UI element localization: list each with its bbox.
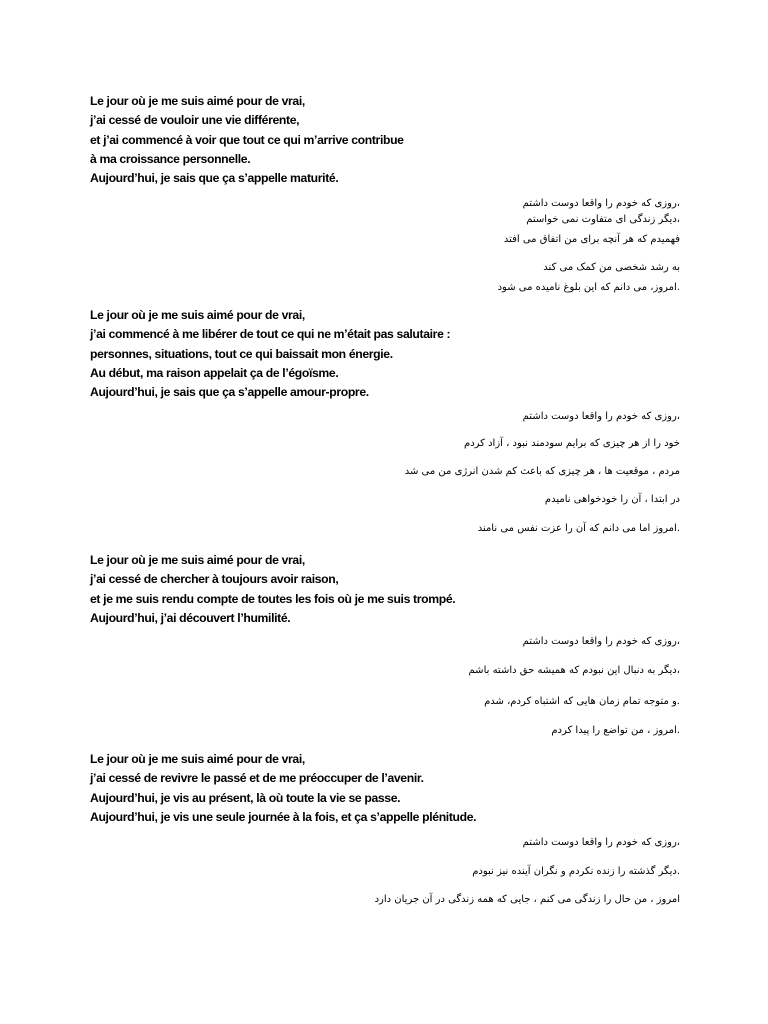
persian-line: فهمیدم که هر آنچه برای من اتفاق می افتد [503, 234, 680, 245]
french-line: et j’ai commencé à voir que tout ce qui m’arrive contribue [90, 132, 404, 147]
persian-line: ،روزی که خودم را واقعا دوست داشتم [522, 837, 680, 848]
persian-line: ،روزی که خودم را واقعا دوست داشتم [522, 636, 680, 647]
persian-line: ،دیگر به دنبال این نبودم که همیشه حق داشته باشم [468, 665, 680, 676]
persian-line: ،روزی که خودم را واقعا دوست داشتم [522, 411, 680, 422]
french-line: personnes, situations, tout ce qui baissait mon énergie. [90, 346, 393, 361]
persian-line: .امروز ، من تواضع را پیدا کردم [551, 725, 680, 736]
french-line: Aujourd’hui, je vis une seule journée à la fois, et ça s’appelle plénitude. [90, 809, 477, 824]
persian-line: .امروز، می دانم که این بلوغ نامیده می شود [497, 282, 680, 293]
persian-line: امروز ، من حال را زندگی می کنم ، جایی که همه زندگی در آن جریان دارد [374, 894, 680, 905]
persian-line: ،دیگر زندگی ای متفاوت نمی خواستم [526, 214, 680, 225]
french-line: Aujourd’hui, je vis au présent, là où toute la vie se passe. [90, 790, 401, 805]
french-line: Aujourd’hui, je sais que ça s’appelle amour-propre. [90, 385, 369, 400]
persian-line: .دیگر گذشته را زنده نکردم و نگران آینده نیز نبودم [472, 866, 680, 877]
persian-line: در ابتدا ، آن را خودخواهی نامیدم [544, 494, 680, 505]
french-line: j’ai commencé à me libérer de tout ce qui ne m’était pas salutaire : [90, 327, 451, 342]
french-line: Au début, ma raison appelait ça de l’égoïsme. [90, 365, 339, 380]
persian-line: ،روزی که خودم را واقعا دوست داشتم [522, 198, 680, 209]
french-line: Le jour où je me suis aimé pour de vrai, [90, 752, 305, 766]
french-line: Aujourd’hui, je sais que ça s’appelle maturité. [90, 171, 339, 186]
french-stanza-3 [90, 551, 690, 628]
persian-line: به رشد شخصی من کمک می کند [543, 262, 680, 273]
french-line: Aujourd’hui, j’ai découvert l’humilité. [90, 610, 291, 625]
french-line: j’ai cessé de chercher à toujours avoir raison, [90, 572, 339, 587]
persian-line: .و متوجه تمام زمان هایی که اشتباه کردم، شدم [484, 696, 680, 707]
persian-line: .امروز اما می دانم که آن را عزت نفس می نامند [477, 523, 680, 534]
persian-line: مردم ، موقعیت ها ، هر چیزی که باعث کم شدن انرژی من می شد [404, 466, 680, 477]
french-line: j’ai cessé de revivre le passé et de me préoccuper de l’avenir. [90, 771, 424, 786]
french-line: j’ai cessé de vouloir une vie différente, [90, 113, 300, 128]
persian-line: خود را از هر چیزی که برایم سودمند نبود ، آزاد کردم [464, 438, 680, 449]
french-stanza-2 [90, 306, 690, 402]
french-line: à ma croissance personnelle. [90, 151, 251, 166]
french-stanza-1 [90, 92, 690, 188]
french-stanza-4 [90, 750, 690, 827]
french-line: Le jour où je me suis aimé pour de vrai, [90, 553, 305, 567]
french-line: et je me suis rendu compte de toutes les fois où je me suis trompé. [90, 591, 456, 606]
french-line: Le jour où je me suis aimé pour de vrai, [90, 94, 305, 108]
french-line: Le jour où je me suis aimé pour de vrai, [90, 308, 305, 322]
